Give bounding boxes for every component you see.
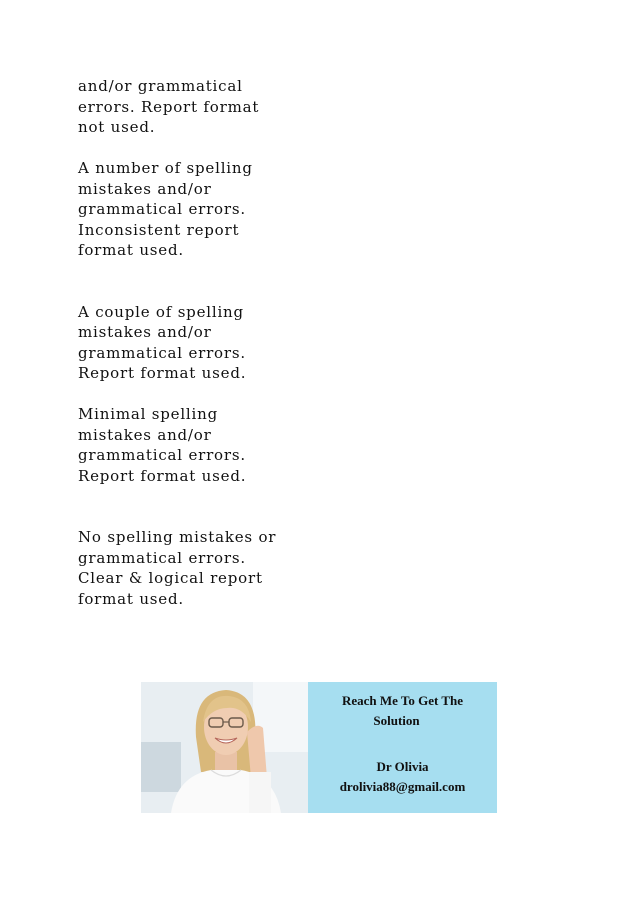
spacer [78,138,328,159]
portrait-photo [141,682,308,813]
text-line: format used. [78,589,184,608]
text-line: mistakes and/or [78,425,212,444]
text-line: errors. Report format [78,97,260,116]
text-line: A number of spelling [78,159,253,177]
text-line: Report format used. [78,364,247,382]
text-line: Minimal spelling [78,405,218,423]
text-line: and/or grammatical [78,77,243,95]
spacer [78,261,328,302]
paragraph-5 [78,527,328,609]
text-column [78,76,328,609]
text-line: mistakes and/or [78,179,212,198]
spacer [78,486,328,527]
contact-banner [141,682,497,813]
text-line: Report format used. [78,466,247,485]
text-line: grammatical errors. [78,446,246,464]
contact-email: drolivia88@gmail.com [339,779,466,794]
spacer [78,384,328,405]
text-line: grammatical errors. [78,548,246,567]
text-line: No spelling mistakes or [78,528,277,546]
paragraph-1 [78,76,328,138]
contact-name: Dr Olivia [376,759,429,774]
text-line: not used. [78,118,156,136]
text-line: Clear & logical report [78,569,263,587]
text-line: grammatical errors. [78,343,246,362]
paragraph-4 [78,404,328,486]
paragraph-3 [78,302,328,384]
text-line: A couple of spelling [78,302,244,321]
text-line: mistakes and/or [78,323,212,341]
paragraph-2 [78,158,328,261]
text-line: Inconsistent report [78,220,240,239]
text-line: grammatical errors. [78,200,246,218]
contact-subheading: Solution [373,713,420,728]
contact-panel [308,682,497,813]
contact-heading: Reach Me To Get The [341,693,464,708]
portrait-illustration [141,682,308,813]
text-line: format used. [78,241,184,259]
